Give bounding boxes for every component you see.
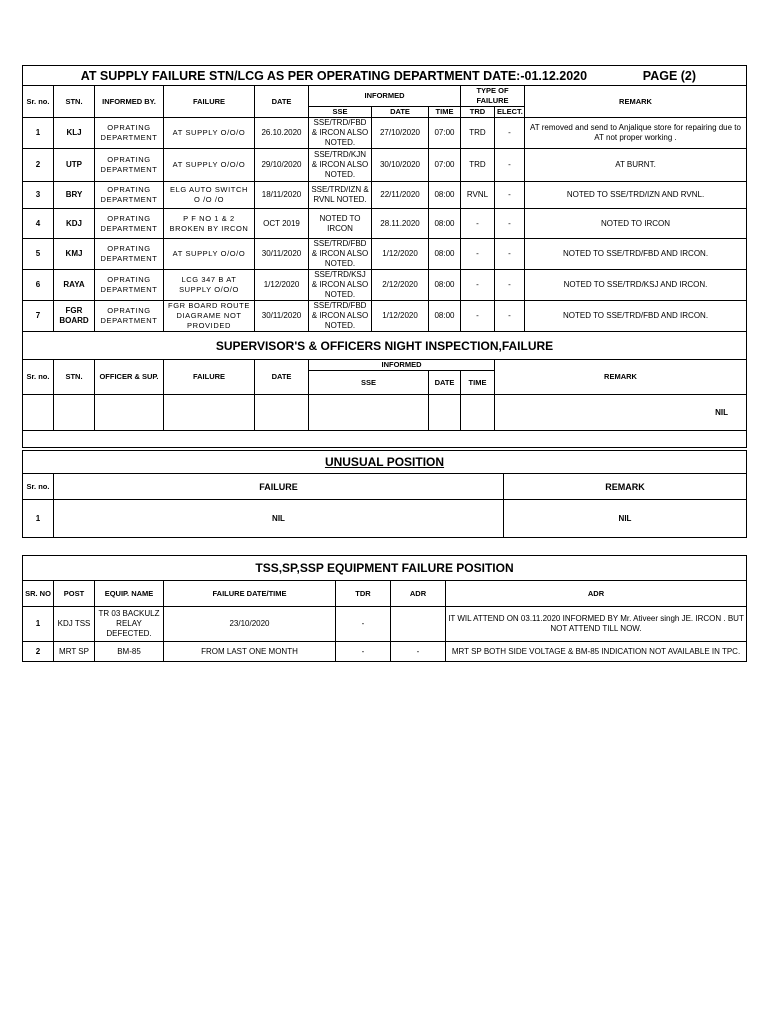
row-failure: LCG 347 B AT SUPPLY O/O/O bbox=[164, 270, 255, 301]
tss-header-tdr: TDR bbox=[336, 581, 391, 607]
tss-row-tdr: - bbox=[336, 642, 391, 662]
row-remark: NOTED TO IRCON bbox=[525, 209, 747, 239]
header-informed: INFORMED bbox=[309, 86, 461, 107]
row-informed-by: OPRATING DEPARTMENT bbox=[95, 118, 164, 149]
row-informed-by: OPRATING DEPARTMENT bbox=[95, 182, 164, 209]
row-trd: - bbox=[461, 301, 495, 332]
row-remark: NOTED TO SSE/TRD/KSJ AND IRCON. bbox=[525, 270, 747, 301]
report-title: AT SUPPLY FAILURE STN/LCG AS PER OPERATING DEPARTMENT DATE:-01.12.2020 bbox=[80, 68, 588, 83]
row-informed-date: 27/10/2020 bbox=[372, 118, 429, 149]
tss-row-equip: BM-85 bbox=[95, 642, 164, 662]
row-sr: 2 bbox=[23, 149, 54, 182]
row-date: 18/11/2020 bbox=[255, 182, 309, 209]
night-header-stn: STN. bbox=[54, 360, 95, 395]
row-sse: SSE/TRD/KJN & IRCON ALSO NOTED. bbox=[309, 149, 372, 182]
header-failure: FAILURE bbox=[164, 86, 255, 118]
night-inspection-title: SUPERVISOR'S & OFFICERS NIGHT INSPECTION,FAILURE bbox=[23, 332, 747, 360]
page-number: PAGE (2) bbox=[642, 68, 697, 83]
row-sse: SSE/TRD/FBD & IRCON ALSO NOTED. bbox=[309, 118, 372, 149]
row-stn: UTP bbox=[54, 149, 95, 182]
tss-row-sr: 1 bbox=[23, 607, 54, 642]
row-sr: 4 bbox=[23, 209, 54, 239]
row-failure: P F NO 1 & 2 BROKEN BY IRCON bbox=[164, 209, 255, 239]
row-trd: - bbox=[461, 239, 495, 270]
row-elect: - bbox=[495, 182, 525, 209]
row-date: OCT 2019 bbox=[255, 209, 309, 239]
row-remark: AT removed and send to Anjalique store for repairing due to AT not proper working . bbox=[525, 118, 747, 149]
tss-header-sr: SR. NO bbox=[23, 581, 54, 607]
row-date: 1/12/2020 bbox=[255, 270, 309, 301]
header-date: DATE bbox=[255, 86, 309, 118]
row-failure: AT SUPPLY O/O/O bbox=[164, 118, 255, 149]
row-sr: 6 bbox=[23, 270, 54, 301]
unusual-position-title: UNUSUAL POSITION bbox=[23, 451, 747, 474]
row-date: 26.10.2020 bbox=[255, 118, 309, 149]
row-remark: AT BURNT. bbox=[525, 149, 747, 182]
row-time: 08:00 bbox=[429, 182, 461, 209]
row-trd: RVNL bbox=[461, 182, 495, 209]
header-sse: SSE bbox=[309, 107, 372, 118]
tss-row-adr-remark: IT WIL ATTEND ON 03.11.2020 INFORMED BY Mr. Ativeer singh JE. IRCON . BUT NOT ATTEND TILL NOW. bbox=[446, 607, 747, 642]
row-time: 08:00 bbox=[429, 301, 461, 332]
row-trd: - bbox=[461, 209, 495, 239]
row-sr: 7 bbox=[23, 301, 54, 332]
row-sse: SSE/TRD/IZN & RVNL NOTED. bbox=[309, 182, 372, 209]
unusual-header-sr: Sr. no. bbox=[23, 474, 54, 500]
table-row bbox=[23, 209, 747, 239]
row-sse: SSE/TRD/KSJ & IRCON ALSO NOTED. bbox=[309, 270, 372, 301]
row-elect: - bbox=[495, 118, 525, 149]
row-failure: AT SUPPLY O/O/O bbox=[164, 149, 255, 182]
table-row bbox=[23, 118, 747, 149]
row-informed-date: 1/12/2020 bbox=[372, 239, 429, 270]
night-header-sse: SSE bbox=[309, 371, 429, 395]
tss-header-adr: ADR bbox=[391, 581, 446, 607]
table-row bbox=[23, 239, 747, 270]
row-stn: KMJ bbox=[54, 239, 95, 270]
table-row bbox=[23, 301, 747, 332]
row-sse: NOTED TO IRCON bbox=[309, 209, 372, 239]
row-informed-date: 22/11/2020 bbox=[372, 182, 429, 209]
unusual-header-failure: FAILURE bbox=[54, 474, 504, 500]
row-trd: TRD bbox=[461, 149, 495, 182]
night-header-inf-date: DATE bbox=[429, 371, 461, 395]
row-informed-date: 28.11.2020 bbox=[372, 209, 429, 239]
table-row bbox=[23, 182, 747, 209]
header-time: TIME bbox=[429, 107, 461, 118]
row-sr: 5 bbox=[23, 239, 54, 270]
header-sr: Sr. no. bbox=[23, 86, 54, 118]
unusual-position-table bbox=[22, 450, 747, 538]
row-remark: NOTED TO SSE/TRD/FBD AND IRCON. bbox=[525, 301, 747, 332]
night-header-remark: REMARK bbox=[495, 360, 747, 395]
row-sr: 1 bbox=[23, 118, 54, 149]
unusual-failure-nil: NIL bbox=[54, 500, 504, 538]
header-elect: ELECT. bbox=[495, 107, 525, 118]
tss-row-adr: - bbox=[391, 642, 446, 662]
row-informed-date: 2/12/2020 bbox=[372, 270, 429, 301]
table-row bbox=[23, 500, 747, 538]
unusual-header-remark: REMARK bbox=[504, 474, 747, 500]
tss-row-tdr: - bbox=[336, 607, 391, 642]
header-informed-by: INFORMED BY. bbox=[95, 86, 164, 118]
tss-row-failure-date: FROM LAST ONE MONTH bbox=[164, 642, 336, 662]
tss-row-post: MRT SP bbox=[54, 642, 95, 662]
row-trd: TRD bbox=[461, 118, 495, 149]
night-header-sr: Sr. no. bbox=[23, 360, 54, 395]
row-elect: - bbox=[495, 301, 525, 332]
table-title bbox=[23, 66, 747, 86]
row-date: 29/10/2020 bbox=[255, 149, 309, 182]
row-sse: SSE/TRD/FBD & IRCON ALSO NOTED. bbox=[309, 301, 372, 332]
header-inf-date: DATE bbox=[372, 107, 429, 118]
unusual-sr: 1 bbox=[23, 500, 54, 538]
night-header-failure: FAILURE bbox=[164, 360, 255, 395]
table-row bbox=[23, 149, 747, 182]
unusual-remark-nil: NIL bbox=[504, 500, 747, 538]
row-elect: - bbox=[495, 209, 525, 239]
row-failure: AT SUPPLY O/O/O bbox=[164, 239, 255, 270]
row-sr: 3 bbox=[23, 182, 54, 209]
row-elect: - bbox=[495, 149, 525, 182]
row-sse: SSE/TRD/FBD & IRCON ALSO NOTED. bbox=[309, 239, 372, 270]
row-time: 07:00 bbox=[429, 118, 461, 149]
night-header-informed: INFORMED bbox=[309, 360, 495, 371]
row-stn: RAYA bbox=[54, 270, 95, 301]
tss-header-failure-date: FAILURE DATE/TIME bbox=[164, 581, 336, 607]
row-elect: - bbox=[495, 239, 525, 270]
night-header-time: TIME bbox=[461, 371, 495, 395]
row-elect: - bbox=[495, 270, 525, 301]
row-time: 08:00 bbox=[429, 239, 461, 270]
row-trd: - bbox=[461, 270, 495, 301]
tss-equipment-table bbox=[22, 555, 747, 662]
night-header-date: DATE bbox=[255, 360, 309, 395]
row-stn: BRY bbox=[54, 182, 95, 209]
tss-title: TSS,SP,SSP EQUIPMENT FAILURE POSITION bbox=[23, 556, 747, 581]
row-time: 08:00 bbox=[429, 270, 461, 301]
row-time: 07:00 bbox=[429, 149, 461, 182]
row-stn: FGR BOARD bbox=[54, 301, 95, 332]
row-stn: KDJ bbox=[54, 209, 95, 239]
header-trd: TRD bbox=[461, 107, 495, 118]
night-remark-nil: NIL bbox=[495, 395, 747, 431]
row-informed-by: OPRATING DEPARTMENT bbox=[95, 209, 164, 239]
table-row bbox=[23, 642, 747, 662]
row-informed-by: OPRATING DEPARTMENT bbox=[95, 301, 164, 332]
table-row bbox=[23, 270, 747, 301]
row-informed-date: 30/10/2020 bbox=[372, 149, 429, 182]
row-remark: NOTED TO SSE/TRD/FBD AND IRCON. bbox=[525, 239, 747, 270]
at-supply-failure-table bbox=[22, 65, 747, 448]
row-informed-by: OPRATING DEPARTMENT bbox=[95, 239, 164, 270]
row-date: 30/11/2020 bbox=[255, 239, 309, 270]
tss-header-adr-remark: ADR bbox=[446, 581, 747, 607]
tss-row-sr: 2 bbox=[23, 642, 54, 662]
tss-row-adr-remark: MRT SP BOTH SIDE VOLTAGE & BM-85 INDICATION NOT AVAILABLE IN TPC. bbox=[446, 642, 747, 662]
header-remark: REMARK bbox=[525, 86, 747, 118]
header-type-of-failure: TYPE OF FAILURE bbox=[461, 86, 525, 107]
row-time: 08:00 bbox=[429, 209, 461, 239]
row-informed-by: OPRATING DEPARTMENT bbox=[95, 149, 164, 182]
row-failure: ELG AUTO SWITCH O /O /O bbox=[164, 182, 255, 209]
header-stn: STN. bbox=[54, 86, 95, 118]
tss-row-failure-date: 23/10/2020 bbox=[164, 607, 336, 642]
row-remark: NOTED TO SSE/TRD/IZN AND RVNL. bbox=[525, 182, 747, 209]
row-informed-date: 1/12/2020 bbox=[372, 301, 429, 332]
row-informed-by: OPRATING DEPARTMENT bbox=[95, 270, 164, 301]
night-row bbox=[23, 395, 747, 431]
row-stn: KLJ bbox=[54, 118, 95, 149]
table-row bbox=[23, 607, 747, 642]
night-header-officer: OFFICER & SUP. bbox=[95, 360, 164, 395]
tss-row-adr bbox=[391, 607, 446, 642]
tss-header-equip: EQUIP. NAME bbox=[95, 581, 164, 607]
tss-header-post: POST bbox=[54, 581, 95, 607]
tss-row-post: KDJ TSS bbox=[54, 607, 95, 642]
row-date: 30/11/2020 bbox=[255, 301, 309, 332]
row-failure: FGR BOARD ROUTE DIAGRAME NOT PROVIDED bbox=[164, 301, 255, 332]
tss-row-equip: TR 03 BACKULZ RELAY DEFECTED. bbox=[95, 607, 164, 642]
